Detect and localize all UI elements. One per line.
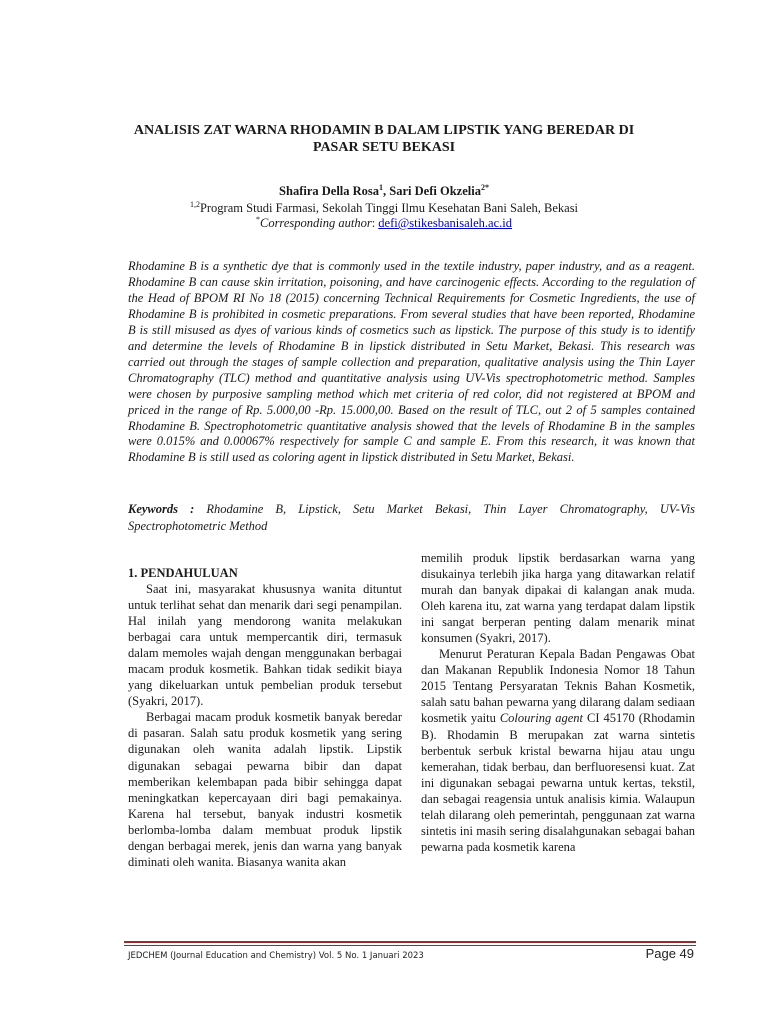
footer-journal: JEDCHEM (Journal Education and Chemistry) Vol. 5 No. 1 Januari 2023: [128, 951, 424, 961]
footer-rule: [124, 945, 696, 946]
section-heading: 1. PENDAHULUAN: [128, 566, 238, 580]
italic-term: Colouring agent: [499, 711, 583, 726]
author-1-name: Shafira Della Rosa: [279, 184, 380, 198]
body-paragraph: memilih produk lipstik berdasarkan warna yang disukainya terlebih jika harga yang ditawarkan relatif murah dan banyak dipakai di kalangan anak muda. Oleh karena itu, zat warna yang terdapat dalam lipstik ini sangat berperan penting dalam menarik minat konsumen (Syakri, 2017).: [421, 551, 695, 646]
body-paragraph: Berbagai macam produk kosmetik banyak beredar di pasaran. Salah satu produk kosmetik yang sering digunakan oleh wanita adalah lipstik. Lipstik digunakan sebagai pewarna bibir dan dapat memberikan kelembapan pada bibir sehingga dapat meningkatkan kepercayaan diri bagi pemakainya. Karena hal tersebut, banyak industri kosmetik berlomba-lomba dalam membuat produk lipstik dengan berbagai merek, jenis dan warna yang banyak diminati oleh wanita. Biasanya wanita akan: [128, 710, 402, 869]
affiliation-text: Program Studi Farmasi, Sekolah Tinggi Ilmu Kesehatan Bani Saleh, Bekasi: [199, 201, 579, 215]
affiliation-sup: 1,2: [189, 199, 200, 209]
right-column: [421, 550, 695, 855]
affiliation-block: [0, 201, 768, 231]
paper-title: ANALISIS ZAT WARNA RHODAMIN B DALAM LIPSTIK YANG BEREDAR DI PASAR SETU BEKASI: [133, 123, 635, 155]
author-1-sup: 1: [379, 182, 384, 192]
affiliation-line: [0, 201, 768, 216]
corresponding-sep: :: [371, 216, 379, 230]
paragraph-text: CI 45170 (Rhodamin B). Rhodamin B merupakan zat warna sintetis berbentuk serbuk kristal bewarna hijau atau ungu kemerahan, tidak berbau, dan berfluoresensi kuat. Zat ini digunakan sebagai pewarna untuk kertas, tekstil, dan sebagai reagensia untuk analisis kimia. Walaupun telah dilarang oleh pemerintah, penggunaan zat warna sintetis ini masih sering disalahgunakan sebagai bahan pewarna pada kosmetik karena: [421, 711, 695, 854]
keywords: [128, 501, 695, 535]
corresponding-sup: *: [255, 214, 260, 224]
author-2-name: Sari Defi Okzelia: [389, 184, 481, 198]
author-separator: ,: [383, 184, 390, 198]
paragraph-text: Menurut Peraturan Kepala Badan Pengawas Obat dan Makanan Republik Indonesia Nomor 18 Tahun 2015 Tentang Persyaratan Teknis Bahan Kosmetik, salah satu bahan pewarna yang dilarang dalam sediaan kosmetik yaitu: [421, 647, 695, 726]
body-paragraph: [421, 646, 695, 855]
body-paragraph: Saat ini, masyarakat khususnya wanita dituntut untuk terlihat sehat dan menarik dari segi penampilan. Hal inilah yang mendorong wanita melakukan berbagai cara untuk mempercantik diri, termasuk dalam memoles wajah dengan menggunakan berbagai macam produk kosmetik. Bahkan tidak sedikit biaya yang dikeluarkan untuk pembelian produk tersebut (Syakri, 2017).: [128, 582, 402, 709]
abstract: Rhodamine B is a synthetic dye that is commonly used in the textile industry, paper industry, and as a reagent. Rhodamine B can cause skin irritation, poisoning, and have carcinogenic effects. According to the regulation of the Head of BPOM RI No 18 (2015) concerning Technical Requirements for Cosmetic Ingredients, the use of Rhodamine B is prohibited in cosmetic preparations. From several studies that have been reported, Rhodamine B is still misused as dyes of various kinds of cosmetics such as lipstick. The purpose of this study is to identify and determine the levels of Rhodamine B in lipstick distributed in Setu Market, Bekasi. This research was carried out through the stages of sample collection and preparation, qualitative analysis using the Thin Layer Chromatography (TLC) method and quantitative analysis using UV-Vis spectrophotometric method. Samples were chosen by purposive sampling method which met criteria of red color, did not registered at BPOM and priced in the range of Rp. 5.000,00 -Rp. 15.000,00. Based on the result of TLC, out 2 of 5 samples contained Rhodamine B. Spectrophotometric quantitative analysis showed that the levels of Rhodamine B in the samples were 0.015% and 0.00067% respectively for sample C and sample E. From this research, it was known that Rhodamine B is still used as coloring agent in lipstick distributed in Setu Market, Bekasi.: [128, 259, 695, 465]
author-2-sup: 2*: [480, 182, 489, 192]
left-column: [128, 565, 402, 870]
keywords-label: Keywords :: [128, 502, 195, 516]
page-number: Page 49: [645, 946, 694, 961]
corresponding-label: Corresponding author: [259, 216, 372, 230]
footer-rule: [124, 941, 696, 943]
keywords-text: Rhodamine B, Lipstick, Setu Market Bekasi, Thin Layer Chromatography, UV-Vis Spectrophotometric Method: [128, 502, 695, 533]
email-link[interactable]: defi@stikesbanisaleh.ac.id: [378, 216, 512, 230]
corresponding-line: [0, 216, 768, 231]
author-line: [0, 184, 768, 199]
